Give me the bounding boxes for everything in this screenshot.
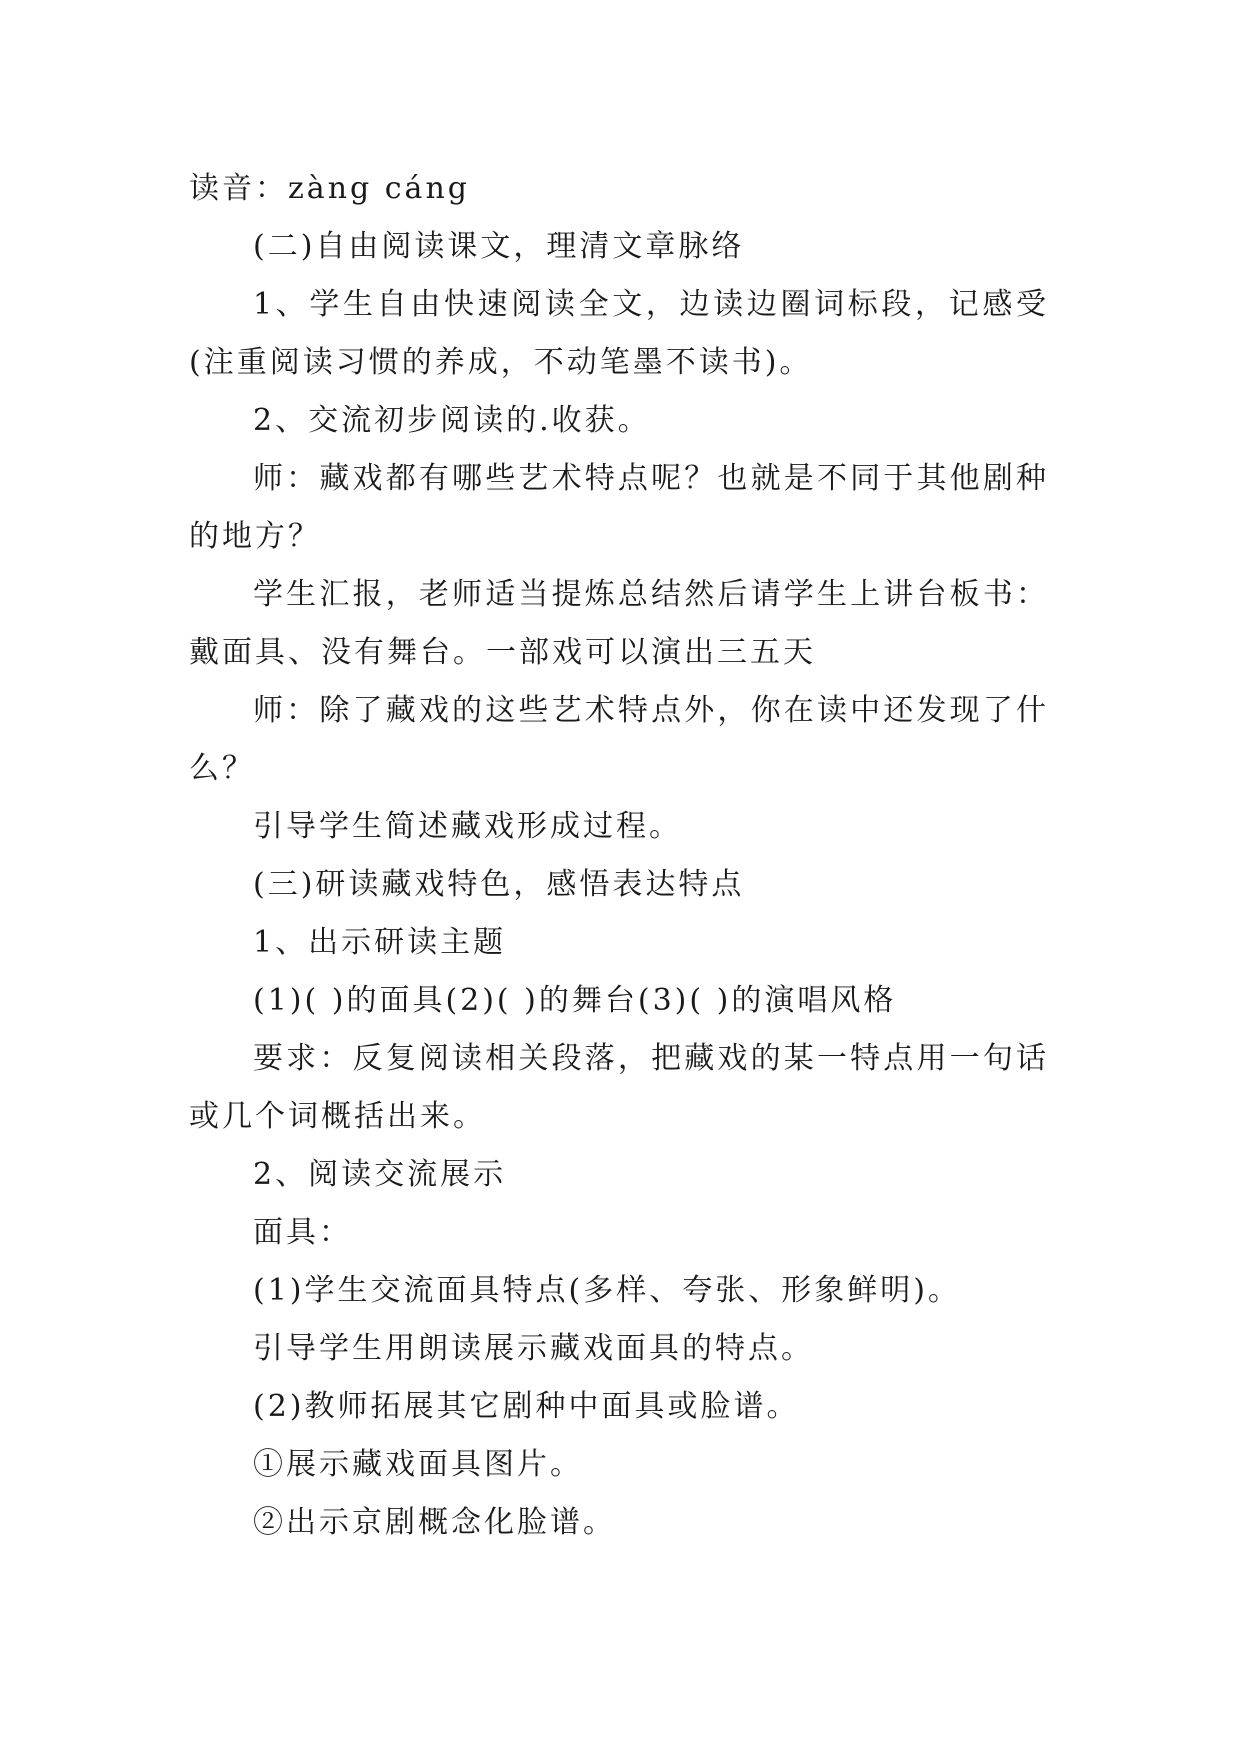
paragraph-mask-features: (1)学生交流面具特点(多样、夸张、形象鲜明)。 [253,1273,961,1308]
paragraph-study-topics: (1)( )的面具(2)( )的舞台(3)( )的演唱风格 [253,983,897,1018]
paragraph-mask-label: 面具： [253,1215,352,1250]
paragraph-pronunciation: 读音：zàng cáng [189,171,470,206]
paragraph-step-1: 1、学生自由快速阅读全文，边读边圈词标段，记感受(注重阅读习惯的养成，不动笔墨不读书)。 [189,287,1049,380]
paragraph-show-peking-opera: ②出示京剧概念化脸谱。 [253,1505,616,1540]
paragraph-section-3-heading: (三)研读藏戏特色，感悟表达特点 [253,867,745,902]
paragraph-guide-formation: 引导学生简述藏戏形成过程。 [253,809,682,844]
paragraph-guide-reading: 引导学生用朗读展示藏戏面具的特点。 [253,1331,814,1366]
document-body [189,160,1049,1552]
paragraph-teacher-expand: (2)教师拓展其它剧种中面具或脸谱。 [253,1389,800,1424]
paragraph-teacher-question-2: 师：除了藏戏的这些艺术特点外，你在读中还发现了什么？ [189,693,1049,786]
paragraph-exchange-heading: 2、阅读交流展示 [253,1157,507,1192]
paragraph-show-mask-images: ①展示藏戏面具图片。 [253,1447,583,1482]
paragraph-requirement: 要求：反复阅读相关段落，把藏戏的某一特点用一句话或几个词概括出来。 [189,1041,1049,1134]
paragraph-teacher-question-1: 师：藏戏都有哪些艺术特点呢？也就是不同于其他剧种的地方？ [189,461,1049,554]
paragraph-section-2-heading: (二)自由阅读课文，理清文章脉络 [253,229,745,264]
paragraph-student-report: 学生汇报，老师适当提炼总结然后请学生上讲台板书：戴面具、没有舞台。一部戏可以演出三五天 [189,577,1049,670]
paragraph-step-2: 2、交流初步阅读的.收获。 [253,403,651,438]
paragraph-study-topics-heading: 1、出示研读主题 [253,925,507,960]
